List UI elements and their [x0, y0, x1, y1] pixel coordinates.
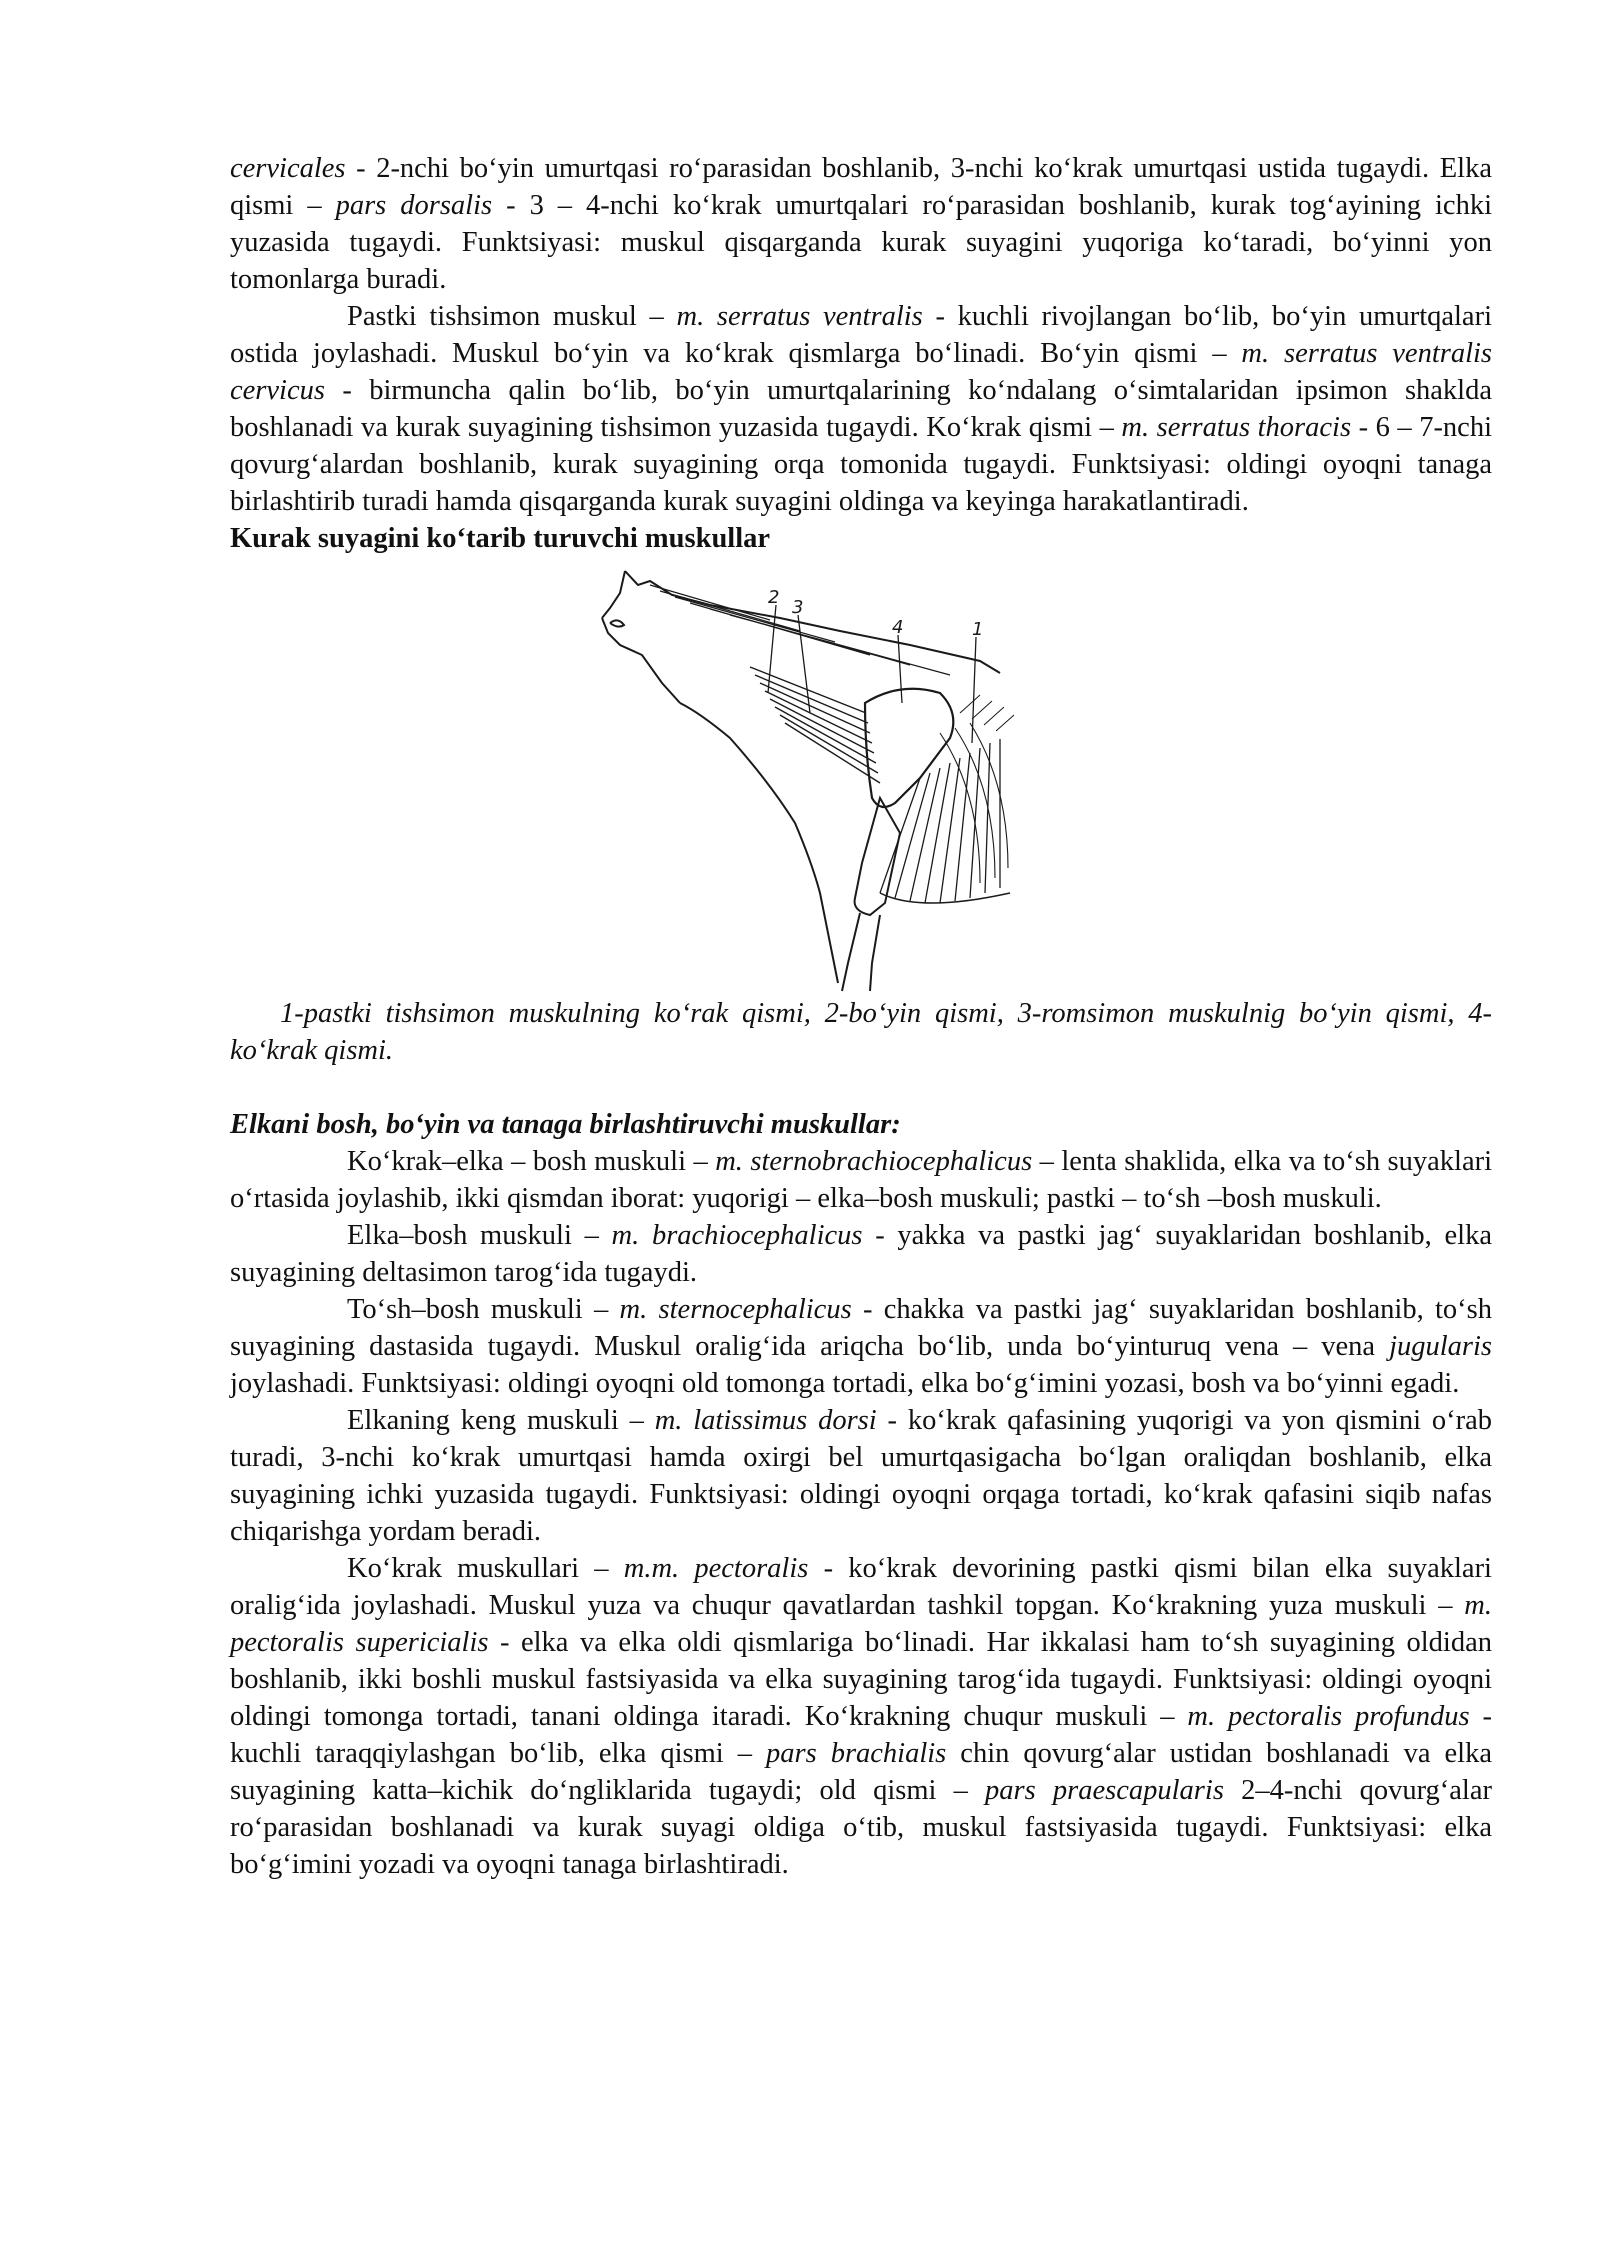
- document-page: [230, 150, 1492, 1883]
- horse-muscle-illustration: [580, 563, 1020, 995]
- figure-label-2: 2: [768, 587, 780, 608]
- paragraph: [230, 1402, 1492, 1550]
- latin-term: pars dorsalis: [335, 190, 493, 221]
- latin-term: m.m. pectoralis: [623, 1553, 809, 1584]
- text-run: - elka va elka oldi qismlariga bo‘linadi. Har ikkalasi ham to‘sh suyagining oldidan boshlanib, ikki boshli muskul fastsiyasida va elka suyagining tarog‘ida tugaydi. Funktsiyasi: oldingi oyoqni oldingi tomonga tortadi, tanani oldinga itaradi. Ko‘krakning chuqur muskuli –: [230, 1627, 1492, 1732]
- latin-term: m. pectoralis supericialis: [230, 1590, 1492, 1658]
- text-run: To‘sh–bosh muskuli –: [347, 1294, 620, 1325]
- figure-label-4: 4: [892, 617, 904, 638]
- latin-term: jugularis: [1389, 1331, 1492, 1362]
- latin-term: m. sternocephalicus: [619, 1294, 852, 1325]
- latin-term: m. serratus thoracis: [1121, 412, 1352, 443]
- latin-term: m. brachiocephalicus: [611, 1220, 863, 1251]
- text-run: Pastki tishsimon muskul –: [347, 301, 677, 332]
- paragraph: [230, 1550, 1492, 1883]
- text-run: Elka–bosh muskuli –: [347, 1220, 612, 1251]
- serratus-thoracis-fan: [880, 739, 1000, 903]
- latin-term: m. serratus ventralis: [676, 301, 923, 332]
- text-run: Ko‘krak muskullari –: [347, 1553, 624, 1584]
- latin-term: m. sternobrachiocephalicus: [715, 1146, 1033, 1177]
- chest-lower: [880, 893, 1010, 903]
- eye: [610, 620, 624, 626]
- text-run: - kuchli taraqqiylashgan bo‘lib, elka qismi –: [230, 1701, 1492, 1769]
- latin-term: m. pectoralis profundus: [1187, 1701, 1470, 1732]
- head-outline: [625, 571, 1000, 673]
- latin-term: cervicales: [230, 153, 346, 184]
- section-heading-shoulder-muscles: Elkani bosh, bo‘yin va tanaga birlashtiruvchi muskullar:: [230, 1109, 901, 1140]
- section-heading-scapula-lifting: Kurak suyagini ko‘tarib turuvchi muskullar: [230, 523, 771, 554]
- ear: [602, 571, 625, 618]
- back-hatching: [960, 695, 1014, 731]
- text-run: joylashadi. Funktsiyasi: oldingi oyoqni old tomonga tortadi, elka bo‘g‘imini yozasi, bosh va bo‘yinni egadi.: [230, 1368, 1460, 1399]
- rib-lines: [940, 723, 1008, 883]
- latin-term: pars brachialis: [766, 1738, 947, 1769]
- neck-lower-outline: [680, 703, 838, 983]
- text-run: - yakka va pastki jag‘ suyaklaridan boshlanib, elka suyagining deltasimon tarog‘ida tugaydi.: [230, 1220, 1492, 1288]
- text-run: - 6 – 7-nchi qovurg‘alardan boshlanib, kurak suyagining orqa tomonida tugaydi. Funktsiyasi: oldingi oyoqni tanaga birlashtirib turadi hamda qisqarganda kurak suyagini oldinga va keyinga harakatlantiradi.: [230, 412, 1492, 517]
- text-run: - kuchli rivojlangan bo‘lib, bo‘yin umurtqalari ostida joylashadi. Muskul bo‘yin va ko‘krak qismlarga bo‘linadi. Bo‘yin qismi –: [230, 301, 1492, 369]
- text-run: - ko‘krak devorining pastki qismi bilan elka suyaklari oralig‘ida joylashadi. Muskul yuza va chuqur qavatlardan tashkil topgan. Ko‘krakning yuza muskuli –: [230, 1553, 1492, 1621]
- face-outline: [602, 618, 680, 703]
- text-run: - ko‘krak qafasining yuqorigi va yon qismini o‘rab turadi, 3-nchi ko‘krak umurtqasi hamda oxirgi bel umurtqasigacha bo‘lgan oraliqdan boshlanib, elka suyagining ichki yuzasida tugaydi. Funktsiyasi: oldingi oyoqni orqaga tortadi, ko‘krak qafasini siqib nafas chiqarishga yordam beradi.: [230, 1405, 1493, 1547]
- anatomy-figure: [230, 563, 1492, 995]
- paragraph: [230, 1217, 1492, 1291]
- paragraph: [230, 298, 1492, 520]
- text-run: - 2-nchi bo‘yin umurtqasi ro‘parasidan boshlanib, 3-nchi ko‘krak umurtqasi ustida tugaydi. Elka qismi –: [230, 153, 1492, 221]
- text-run: – lenta shaklida, elka va to‘sh suyaklari o‘rtasida joylashib, ikki qismdan iborat: yuqorigi – elka–bosh muskuli; pastki – to‘sh –bosh muskuli.: [230, 1146, 1493, 1214]
- latin-term: m. serratus ventralis cervicus: [230, 338, 1493, 406]
- forearm: [842, 913, 880, 991]
- text-run: Ko‘krak–elka – bosh muskuli –: [347, 1146, 716, 1177]
- figure-label-1: 1: [972, 619, 984, 640]
- text-run: - 3 – 4-nchi ko‘krak umurtqalari ro‘parasidan boshlanib, kurak tog‘ayining ichki yuzasida tugaydi. Funktsiyasi: muskul qisqarganda kurak suyagini yuqoriga ko‘taradi, bo‘yinni yon tomonlarga buradi.: [230, 190, 1492, 295]
- latin-term: pars praescapularis: [985, 1775, 1224, 1806]
- bottom-paragraphs: [230, 1143, 1492, 1883]
- text-run: chin qovurg‘alar ustidan boshlanadi va elka suyagining katta–kichik do‘ngliklarida tugaydi; old qismi –: [230, 1738, 1492, 1806]
- top-paragraphs: [230, 150, 1492, 520]
- paragraph: [230, 1291, 1492, 1402]
- paragraph: [230, 150, 1492, 298]
- paragraph: [230, 1143, 1492, 1217]
- text-run: - chakka va pastki jag‘ suyaklaridan boshlanib, to‘sh suyagining dastasida tugaydi. Muskul oralig‘ida ariqcha bo‘lib, unda bo‘yinturuq vena – vena: [230, 1294, 1492, 1362]
- figure-caption: 1-pastki tishsimon muskulning ko‘rak qismi, 2-bo‘yin qismi, 3-romsimon muskulnig bo‘yin qismi, 4-ko‘krak qismi.: [230, 998, 1492, 1066]
- figure-label-3: 3: [792, 597, 804, 618]
- text-run: Elkaning keng muskuli –: [347, 1405, 655, 1436]
- text-run: 2–4-nchi qovurg‘alar ro‘parasidan boshlanadi va kurak suyagi oldiga o‘tib, muskul fastsiyasida tugaydi. Funktsiyasi: elka bo‘g‘imini yozadi va oyoqni tanaga birlashtiradi.: [230, 1775, 1492, 1880]
- text-run: - birmuncha qalin bo‘lib, bo‘yin umurtqalarining ko‘ndalang o‘simtalaridan ipsimon shaklda boshlanadi va kurak suyagining tishsimon yuzasida tugaydi. Ko‘krak qismi –: [230, 375, 1492, 443]
- latin-term: m. latissimus dorsi: [654, 1405, 877, 1436]
- scapula: [865, 689, 953, 807]
- serratus-cervicis-fan: [750, 667, 880, 783]
- spacer: [230, 1069, 1492, 1106]
